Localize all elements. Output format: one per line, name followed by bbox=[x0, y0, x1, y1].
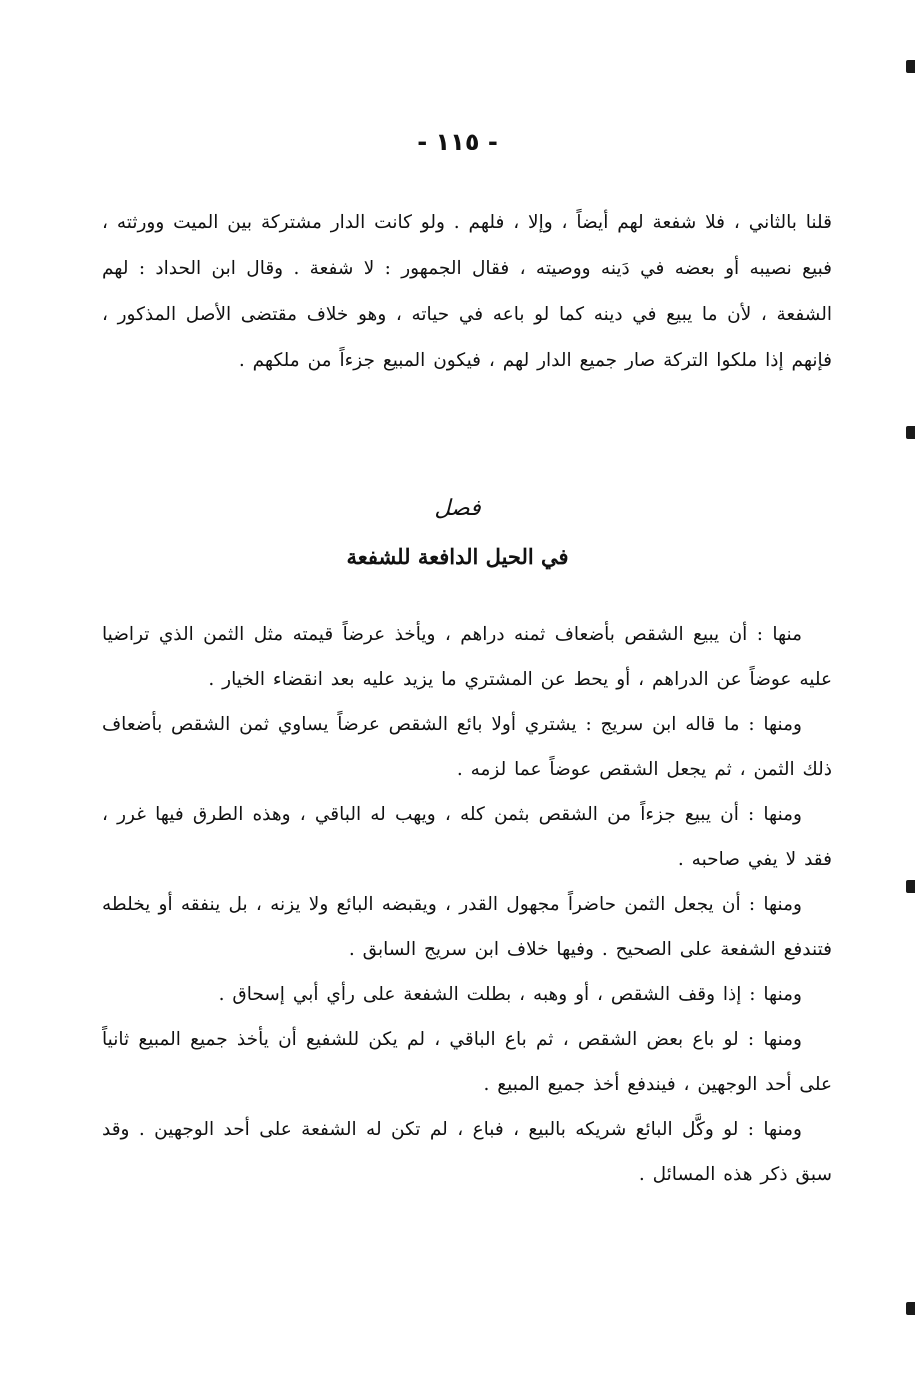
body-paragraph: منها : أن يبيع الشقص بأضعاف ثمنه دراهم ، ويأخذ عرضاً قيمته مثل الثمن الذي تراضيا عليه عوضاً عن الدراهم ، أو يحط عن المشتري ما يزيد عليه بعد انقضاء الخيار . bbox=[102, 624, 832, 690]
body-text bbox=[102, 612, 832, 1197]
section-title: في الحيل الدافعة للشفعة bbox=[346, 544, 569, 569]
page-number: - ١١٥ - bbox=[417, 128, 498, 156]
body-paragraph: ومنها : ما قاله ابن سريج : يشتري أولا بائع الشقص عرضاً يساوي ثمن الشقص بأضعاف ذلك الثمن ، ثم يجعل الشقص عوضاً عما لزمه . bbox=[102, 714, 832, 780]
intro-text bbox=[102, 200, 832, 384]
body-paragraph: ومنها : أن يجعل الثمن حاضراً مجهول القدر ، ويقبضه البائع ولا يزنه ، بل ينفقه أو يخلطه فتندفع الشفعة على الصحيح . وفيها خلاف ابن سريج السابق . bbox=[102, 894, 832, 960]
intro-line: مقتضى الأصل المذكور ، فإنهم إذا ملكوا التركة صار جميع الدار لهم ، فيكون المبيع bbox=[102, 304, 832, 371]
body-paragraph: ومنها : إذا وقف الشقص ، أو وهبه ، بطلت الشفعة على رأي أبي إسحاق . bbox=[218, 984, 802, 1005]
body-paragraph: ومنها : لو وكَّل البائع شريكه بالبيع ، فباع ، لم تكن له الشفعة على أحد الوجهين . وقد سبق ذكر هذه المسائل . bbox=[102, 1119, 832, 1185]
section-marker: فصل bbox=[434, 496, 481, 521]
intro-line: وورثته ، فبيع نصيبه أو بعضه في دَينه ووصيته ، فقال الجمهور : لا شفعة . وقال bbox=[102, 212, 832, 279]
intro-line: جزءاً من ملكهم . bbox=[238, 350, 375, 371]
intro-line: ابن الحداد : لهم الشفعة ، لأن ما يبيع في دينه كما لو باعه في حياته ، وهو خلاف bbox=[102, 258, 832, 325]
binding-mark bbox=[906, 880, 915, 893]
intro-paragraph bbox=[102, 200, 832, 384]
binding-mark bbox=[906, 426, 915, 439]
intro-line: قلنا بالثاني ، فلا شفعة لهم أيضاً ، وإلا ، فلهم . ولو كانت الدار مشتركة بين الميت bbox=[173, 212, 832, 233]
body-paragraph: ومنها : أن يبيع جزءاً من الشقص بثمن كله ، ويهب له الباقي ، وهذه الطرق فيها غرر ، فقد لا يفي صاحبه . bbox=[102, 804, 832, 870]
binding-mark bbox=[906, 60, 915, 73]
body-paragraph: ومنها : لو باع بعض الشقص ، ثم باع الباقي ، لم يكن للشفيع أن يأخذ جميع المبيع ثانياً على أحد الوجهين ، فيندفع أخذ جميع المبيع . bbox=[102, 1029, 832, 1095]
binding-mark bbox=[906, 1302, 915, 1315]
